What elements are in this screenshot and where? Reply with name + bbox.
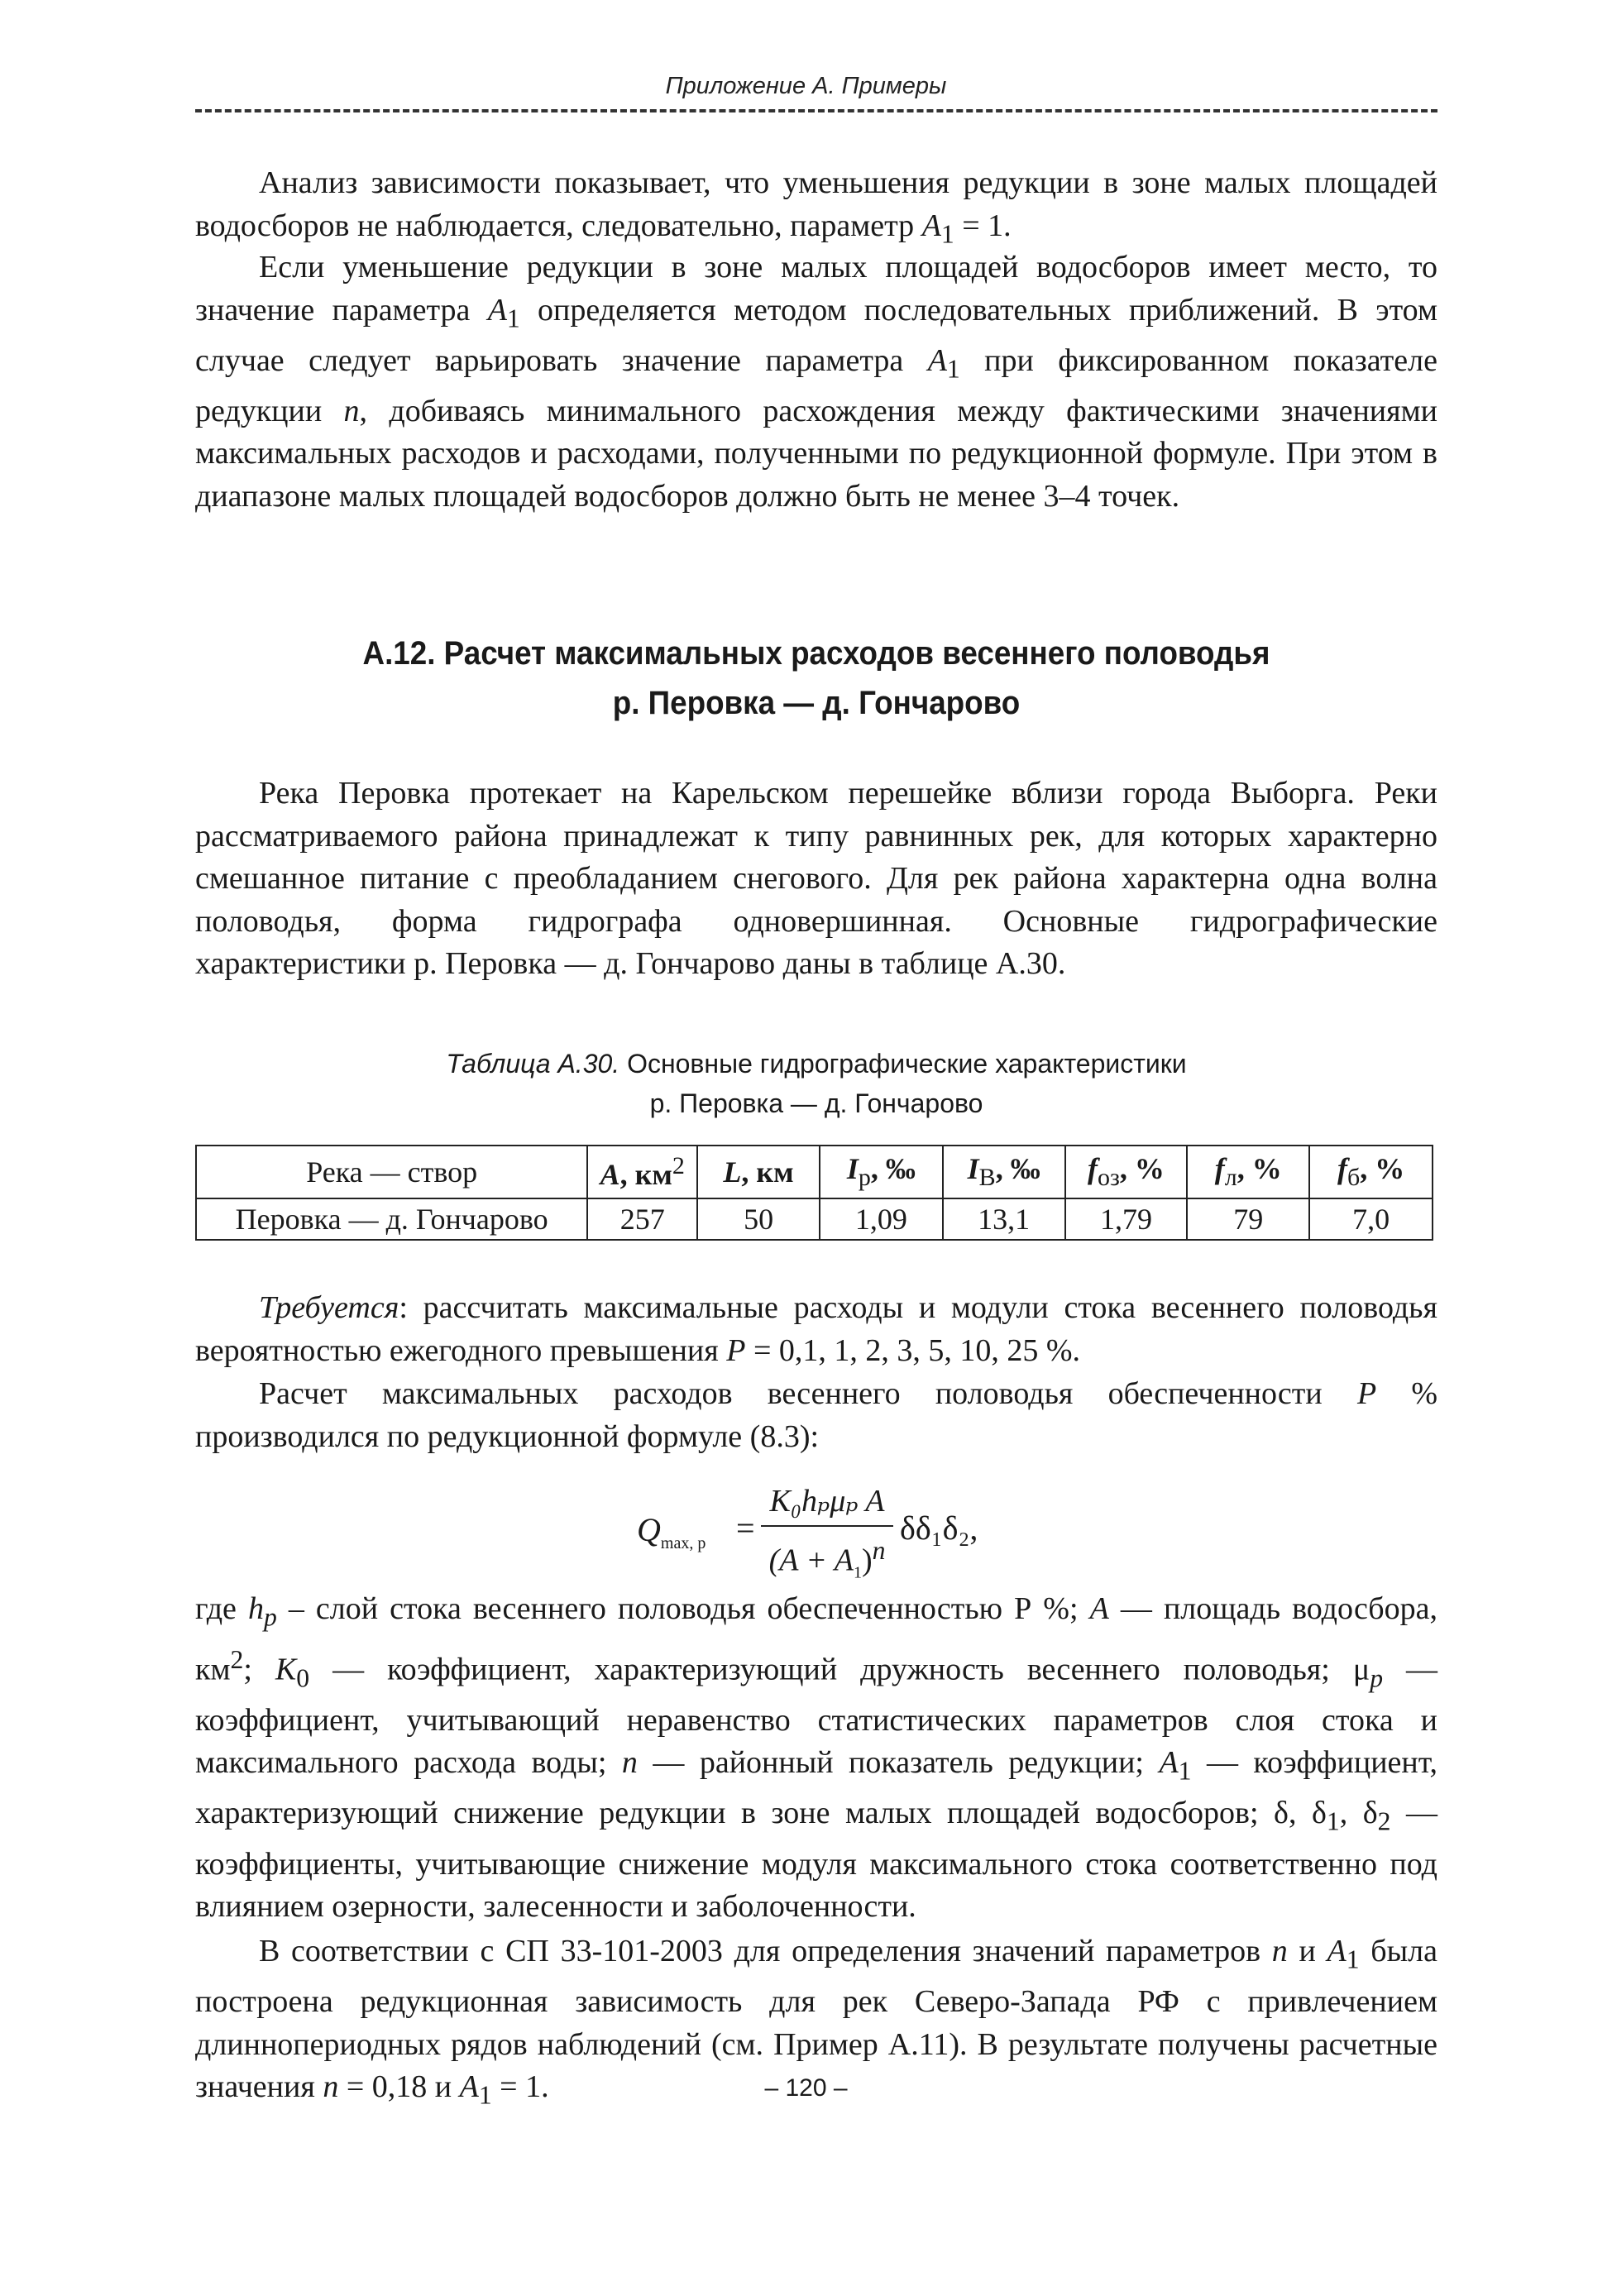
header-slope-basin: $I_В$, ‰ <box>943 1146 1065 1198</box>
table-caption <box>195 1044 1437 1123</box>
formula-coefficients: δδ₁δ₂, <box>900 1509 978 1547</box>
formula-lhs: $Q_{max, p}$ <box>637 1511 706 1552</box>
header-area: A, $км^2$ <box>587 1146 697 1198</box>
cell-lake-fraction: 1,79 <box>1065 1198 1188 1240</box>
formula-equals: = <box>736 1509 755 1547</box>
paragraph-parameter-a1: Если уменьшение редукции в зоне малых площадей водосборов имеет место, то значение параметра $A_1$ определяется методом последовательных приближений. В этом случае следует варьировать значение параметра $A_1$ при фиксированном показателе редукции n, добиваясь минимального расхождения между фактическими значениями максимальных расходов и расходами, полученными по редукционной формуле. При этом в диапазоне малых площадей водосборов должно быть не менее 3–4 точек. <box>195 250 1438 514</box>
formula-numerator: K₀hₚμₚ A <box>769 1484 885 1519</box>
cell-swamp-fraction: 7,0 <box>1309 1198 1433 1240</box>
paragraph-analysis: Анализ зависимости показывает, что уменьшения редукции в зоне малых площадей водосборов не наблюдается, следовательно, параметр $A_1 = 1$. <box>195 165 1437 249</box>
requirement-label: Требуется <box>259 1290 399 1325</box>
header-forest-fraction: $f_л$, % <box>1187 1146 1309 1198</box>
formula-denominator: $(A + A_1)^n$ <box>768 1536 886 1582</box>
reduction-formula <box>637 1480 1017 1582</box>
cell-slope-basin: 13,1 <box>943 1198 1065 1240</box>
section-heading-line2: р. Перовка — д. Гончарово <box>612 685 1021 721</box>
table-caption-label: Таблица А.30. <box>446 1049 620 1079</box>
formula-fraction-bar <box>761 1525 893 1527</box>
paragraph-requirement: Требуется: рассчитать максимальные расходы и модули стока весеннего половодья вероятностью ежегодного превышения P = 0,1, 1, 2, 3, 5, 10, 25 %. <box>195 1290 1437 1368</box>
formula-fraction <box>761 1480 893 1582</box>
running-head: Приложение А. Примеры <box>665 73 947 99</box>
table-header-row <box>196 1146 1433 1198</box>
page-number: – 120 – <box>764 2074 848 2102</box>
cell-forest-fraction: 79 <box>1187 1198 1309 1240</box>
header-lake-fraction: $f_{оз}$, % <box>1065 1146 1188 1198</box>
cell-area: 257 <box>587 1198 697 1240</box>
header-slope-river: $I_р$, ‰ <box>820 1146 943 1198</box>
cell-length: 50 <box>697 1198 820 1240</box>
header-swamp-fraction: $f_б$, % <box>1309 1146 1433 1198</box>
cell-slope-river: 1,09 <box>820 1198 943 1240</box>
table-caption-text: Основные гидрографические характеристики <box>619 1049 1187 1079</box>
paragraph-sp-reference: В соответствии с СП 33-101-2003 для определения значений параметров n и $A_1$ была построена редукционная зависимость для рек Северо-Запада РФ с привлечением длиннопериодных рядов наблюдений (см. Пример А.11). В результате получены расчетные значения n = 0,18 и $A_1 = 1$. <box>195 1934 1437 2110</box>
paragraph-where: где $h_p$ – слой стока весеннего половодья обеспеченностью Р %; A — площадь водосбора, $км^2$; $K_0$ — коэффициент, характеризующий дружность весеннего половодья; $\mu_p$ — коэффициент, учитывающий неравенство статистических параметров слоя стока и максимального расхода воды; n — районный показатель редукции; $A_1$ — коэффициент, характеризующий снижение редукции в зоне малых площадей водосборов; δ, $\delta_1$, $\delta_2$ — коэффициенты, учитывающие снижение модуля максимального стока соответственно под влиянием озерности, залесенности и заболоченности. <box>195 1591 1438 1925</box>
header-length: L, км <box>697 1146 820 1198</box>
section-heading-line1: А.12. Расчет максимальных расходов весеннего половодья <box>362 635 1270 672</box>
header-divider <box>195 109 1437 112</box>
table-row <box>196 1198 1433 1240</box>
header-river-site: Река — створ <box>196 1146 587 1198</box>
paragraph-calculation: Расчет максимальных расходов весеннего половодья обеспеченности P % производился по редукционной формуле (8.3): <box>195 1376 1438 1454</box>
table-caption-line2: р. Перовка — д. Гончарово <box>649 1088 983 1118</box>
section-heading <box>245 629 1388 728</box>
hydrographic-table <box>195 1145 1433 1241</box>
cell-river-site: Перовка — д. Гончарово <box>196 1198 587 1240</box>
paragraph-river-description: Река Перовка протекает на Карельском перешейке вблизи города Выборга. Реки рассматриваемого района принадлежат к типу равнинных рек, для которых характерно смешанное питание с преобладанием снегового. Для рек района характерна одна волна половодья, форма гидрографа одновершинная. Основные гидрографические характеристики р. Перовка — д. Гончарово даны в таблице А.30. <box>195 776 1437 981</box>
